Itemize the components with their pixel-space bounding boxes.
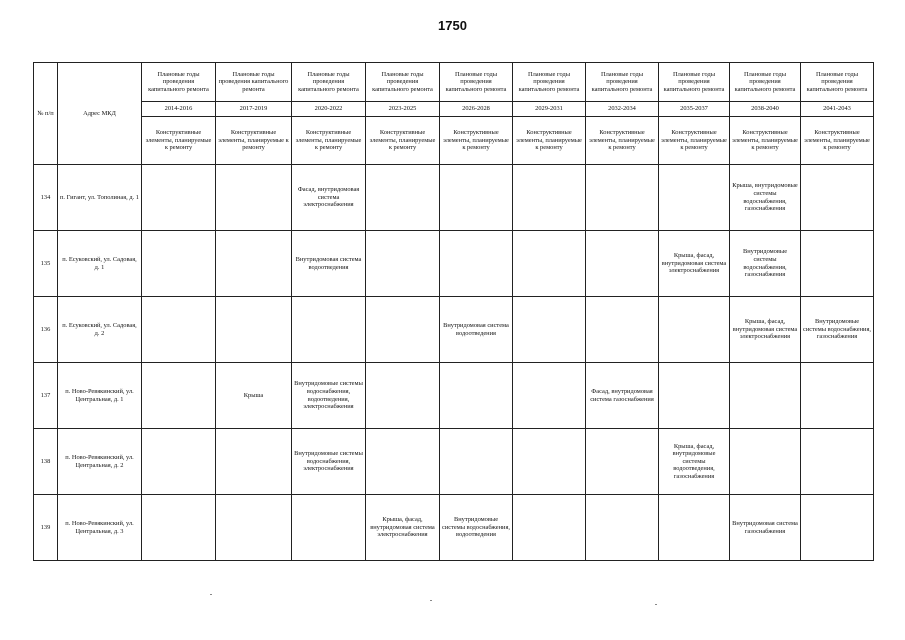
table-cell — [142, 495, 216, 561]
table-cell — [216, 165, 292, 231]
table-cell: Фасад, внутридомовая система электроснабжения — [292, 165, 366, 231]
header-year: 2029-2031 — [513, 102, 586, 117]
table-cell — [292, 495, 366, 561]
table-cell — [366, 231, 440, 297]
header-year: 2017-2019 — [216, 102, 292, 117]
table-cell — [216, 429, 292, 495]
table-cell: Крыша, фасад, внутридомовые системы водоотведения, газоснабжения — [659, 429, 730, 495]
header-elements: Конструктивные элементы, планируемые к ремонту — [366, 117, 440, 165]
table-cell — [513, 495, 586, 561]
table-cell — [440, 231, 513, 297]
table-cell: Внутридомовая система водоотведения — [440, 297, 513, 363]
table-cell — [366, 297, 440, 363]
table-cell: Крыша, внутридомовые системы водоснабжения, газоснабжения — [730, 165, 801, 231]
table-cell — [801, 231, 874, 297]
header-year: 2020-2022 — [292, 102, 366, 117]
table-cell — [142, 429, 216, 495]
table-cell — [730, 363, 801, 429]
table-cell: Внутридомовые системы водоснабжения, водоотведения — [440, 495, 513, 561]
header-year: 2038-2040 — [730, 102, 801, 117]
table-cell — [586, 165, 659, 231]
table-cell — [366, 165, 440, 231]
table-cell — [513, 297, 586, 363]
table-row — [34, 495, 874, 561]
table-cell: Внутридомовая система газоснабжения — [730, 495, 801, 561]
row-address: п. Ново-Ревякинский, ул. Центральная, д. 2 — [58, 429, 142, 495]
table-cell: Фасад, внутридомовая система газоснабжения — [586, 363, 659, 429]
row-address: п. Есуковский, ул. Садовая, д. 2 — [58, 297, 142, 363]
table-cell: Внутридомовые системы водоснабжения, газоснабжения — [801, 297, 874, 363]
header-year: 2041-2043 — [801, 102, 874, 117]
header-num: № п/п — [34, 63, 58, 165]
header-year: 2023-2025 — [366, 102, 440, 117]
table-cell: Крыша, фасад, внутридомовая система электроснабжения — [659, 231, 730, 297]
header-year: 2035-2037 — [659, 102, 730, 117]
header-planned: Плановые годы проведения капитального ремонта — [513, 63, 586, 102]
table-cell — [586, 429, 659, 495]
table-cell: Крыша, фасад, внутридомовая система электроснабжения — [730, 297, 801, 363]
header-year: 2014-2016 — [142, 102, 216, 117]
header-elements: Конструктивные элементы, планируемые к ремонту — [142, 117, 216, 165]
page-number: 1750 — [438, 18, 467, 33]
table-cell — [513, 429, 586, 495]
table-cell — [801, 429, 874, 495]
table-cell: Внутридомовые системы водоснабжения, газоснабжения — [730, 231, 801, 297]
table-cell — [142, 231, 216, 297]
table-cell — [586, 495, 659, 561]
table-cell — [801, 165, 874, 231]
header-planned: Плановые годы проведения капитального ремонта — [142, 63, 216, 102]
header-elements: Конструктивные элементы, планируемые к ремонту — [586, 117, 659, 165]
table-row — [34, 429, 874, 495]
header-elements: Конструктивные элементы, планируемые к ремонту — [292, 117, 366, 165]
header-year: 2032-2034 — [586, 102, 659, 117]
header-elements: Конструктивные элементы, планируемые к ремонту — [730, 117, 801, 165]
header-elements: Конструктивные элементы, планируемые к ремонту — [801, 117, 874, 165]
header-planned: Плановые годы проведения капитального ремонта — [659, 63, 730, 102]
header-elements: Конструктивные элементы, планируемые к ремонту — [659, 117, 730, 165]
table-row — [34, 363, 874, 429]
table-cell — [801, 363, 874, 429]
row-address: п. Ново-Ревякинский, ул. Центральная, д. 3 — [58, 495, 142, 561]
row-number: 136 — [34, 297, 58, 363]
table-cell — [513, 231, 586, 297]
row-address: п. Ново-Ревякинский, ул. Центральная, д. 1 — [58, 363, 142, 429]
scan-speck — [655, 604, 657, 605]
table-cell: Крыша, фасад, внутридомовая система электроснабжения — [366, 495, 440, 561]
header-elements: Конструктивные элементы, планируемые к ремонту — [216, 117, 292, 165]
table-cell — [659, 495, 730, 561]
row-number: 137 — [34, 363, 58, 429]
table-cell — [801, 495, 874, 561]
header-planned: Плановые годы проведения капитального ремонта — [586, 63, 659, 102]
header-planned: Плановые годы проведения капитального ремонта — [440, 63, 513, 102]
table-cell — [216, 297, 292, 363]
header-elements: Конструктивные элементы, планируемые к ремонту — [513, 117, 586, 165]
table-cell — [730, 429, 801, 495]
table-cell: Крыша — [216, 363, 292, 429]
table-cell — [216, 231, 292, 297]
table-cell — [659, 297, 730, 363]
table-cell: Внутридомовые системы водоснабжения, водоотведения, электроснабжения — [292, 363, 366, 429]
row-number: 134 — [34, 165, 58, 231]
header-planned: Плановые годы проведения капитального ремонта — [801, 63, 874, 102]
scan-speck — [430, 600, 432, 601]
table-cell — [586, 297, 659, 363]
header-row-planned — [34, 63, 874, 102]
header-planned: Плановые годы проведения капитального ремонта — [292, 63, 366, 102]
table-cell — [513, 363, 586, 429]
table-cell — [440, 165, 513, 231]
header-row-elements — [34, 117, 874, 165]
row-number: 135 — [34, 231, 58, 297]
table-cell — [440, 429, 513, 495]
table-cell — [142, 363, 216, 429]
header-address: Адрес МКД — [58, 63, 142, 165]
table-cell — [216, 495, 292, 561]
table-cell — [366, 429, 440, 495]
table-row — [34, 297, 874, 363]
repair-schedule-table — [33, 62, 874, 561]
table-cell — [292, 297, 366, 363]
header-planned: Плановые годы проведения капитального ремонта — [366, 63, 440, 102]
table-cell — [513, 165, 586, 231]
table-row — [34, 231, 874, 297]
header-year: 2026-2028 — [440, 102, 513, 117]
table-cell — [586, 231, 659, 297]
table-cell — [142, 297, 216, 363]
table-cell — [440, 363, 513, 429]
table-cell: Внутридомовые системы водоснабжения, электроснабжения — [292, 429, 366, 495]
row-address: п. Гигант, ул. Тополиная, д. 1 — [58, 165, 142, 231]
table-cell — [659, 363, 730, 429]
table-cell: Внутридомовая система водоотведения — [292, 231, 366, 297]
table-cell — [142, 165, 216, 231]
header-row-years — [34, 102, 874, 117]
row-number: 138 — [34, 429, 58, 495]
scan-speck — [210, 594, 212, 595]
table-cell — [659, 165, 730, 231]
table-row — [34, 165, 874, 231]
table-cell — [366, 363, 440, 429]
row-number: 139 — [34, 495, 58, 561]
header-planned: Плановые годы проведения капитального ремонта — [216, 63, 292, 102]
header-planned: Плановые годы проведения капитального ремонта — [730, 63, 801, 102]
header-elements: Конструктивные элементы, планируемые к ремонту — [440, 117, 513, 165]
row-address: п. Есуковский, ул. Садовая, д. 1 — [58, 231, 142, 297]
